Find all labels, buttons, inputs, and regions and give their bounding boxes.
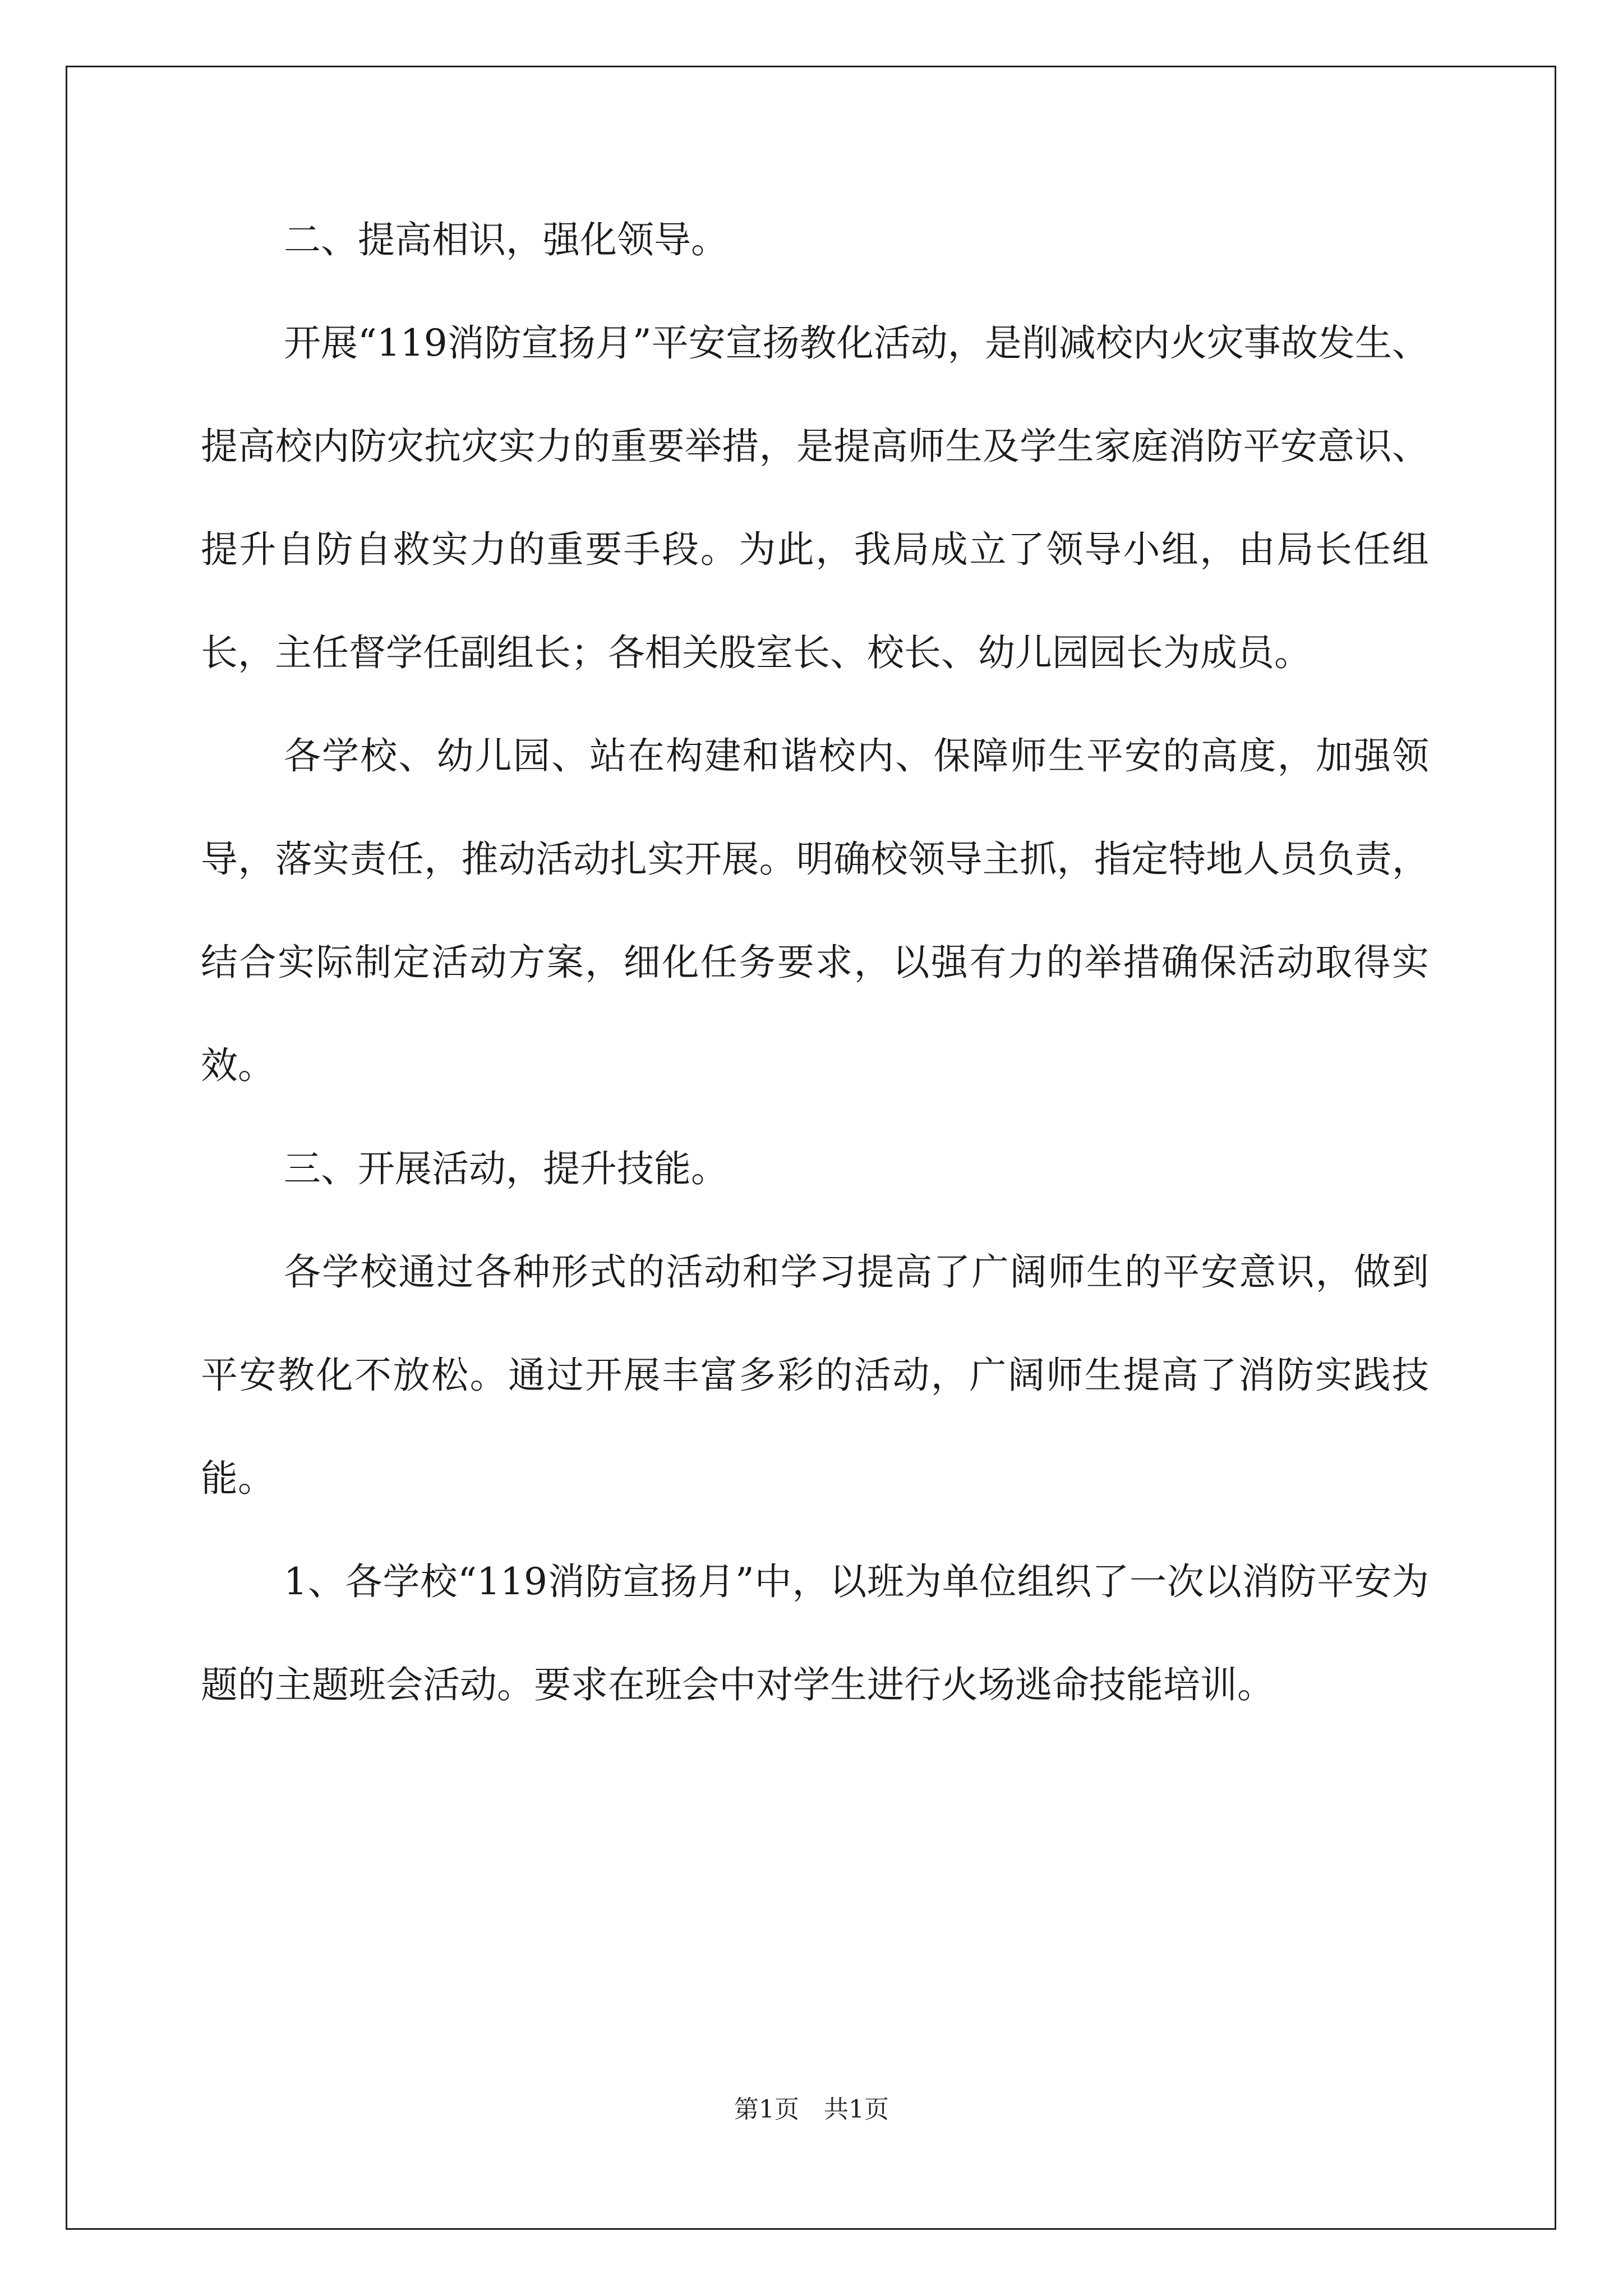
paragraph: 1、各学校“119消防宣扬月”中，以班为单位组织了一次以消防平安为题的主题班会活动。要求在班会中对学生进行火场逃命技能培训。	[201, 1560, 1429, 1706]
paragraph-heading-3: 三、开展活动，提升技能。	[284, 1147, 728, 1190]
paragraph: 开展“119消防宣扬月”平安宣扬教化活动，是削减校内火灾事故发生、提高校内防灾抗灾实力的重要举措，是提高师生及学生家庭消防平安意识、提升自防自救实力的重要手段。为此，我局成立了领导小组，由局长任组长，主任督学任副组长；各相关股室长、校长、幼儿园园长为成员。	[201, 321, 1429, 674]
paragraph-heading-2: 二、提高相识，强化领导。	[284, 218, 728, 261]
paragraph: 各学校通过各种形式的活动和学习提高了广阔师生的平安意识，做到平安教化不放松。通过开展丰富多彩的活动，广阔师生提高了消防实践技能。	[201, 1250, 1429, 1500]
page-number-footer: 第1页 共1页	[734, 2095, 889, 2124]
paragraph: 各学校、幼儿园、站在构建和谐校内、保障师生平安的高度，加强领导，落实责任，推动活动扎实开展。明确校领导主抓，指定特地人员负责，结合实际制定活动方案，细化任务要求，以强有力的举措确保活动取得实效。	[201, 734, 1429, 1087]
document-body	[201, 188, 1429, 1737]
